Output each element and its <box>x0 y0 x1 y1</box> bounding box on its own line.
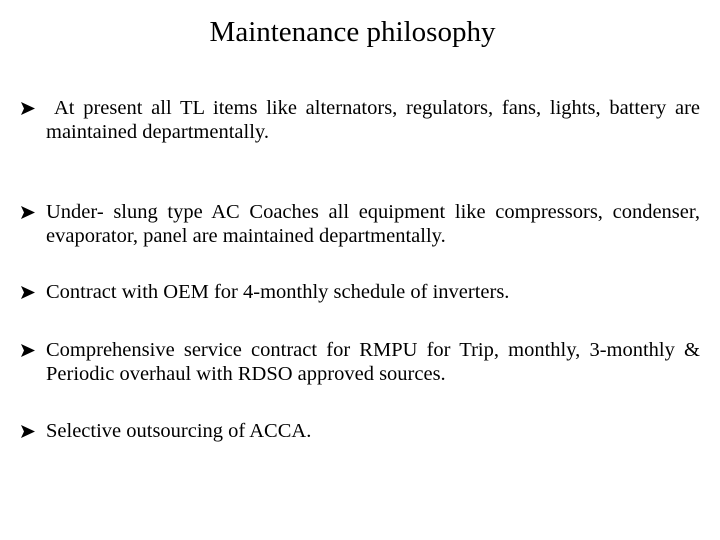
arrowhead-bullet-icon <box>20 200 40 224</box>
arrowhead-bullet-icon <box>20 280 40 304</box>
arrowhead-bullet-icon <box>20 338 40 362</box>
slide-title: Maintenance philosophy <box>209 16 496 48</box>
bullet-text: Comprehensive service contract for RMPU for Trip, monthly, 3-monthly & Periodic overhaul with RDSO approved sources. <box>46 339 700 385</box>
bullet-item <box>20 338 700 386</box>
bullet-item <box>20 419 700 443</box>
bullet-text: Selective outsourcing of ACCA. <box>46 420 312 442</box>
bullet-item <box>20 96 700 144</box>
bullet-item <box>20 200 700 248</box>
bullet-text: At present all TL items like alternators, regulators, fans, lights, battery are maintained departmentally. <box>46 97 700 143</box>
bullet-text: Under- slung type AC Coaches all equipment like compressors, condenser, evaporator, panel are maintained departmentally. <box>46 201 700 247</box>
arrowhead-bullet-icon <box>20 96 40 120</box>
bullet-text: Contract with OEM for 4-monthly schedule of inverters. <box>46 281 510 303</box>
arrowhead-bullet-icon <box>20 419 40 443</box>
bullet-item <box>20 280 700 304</box>
